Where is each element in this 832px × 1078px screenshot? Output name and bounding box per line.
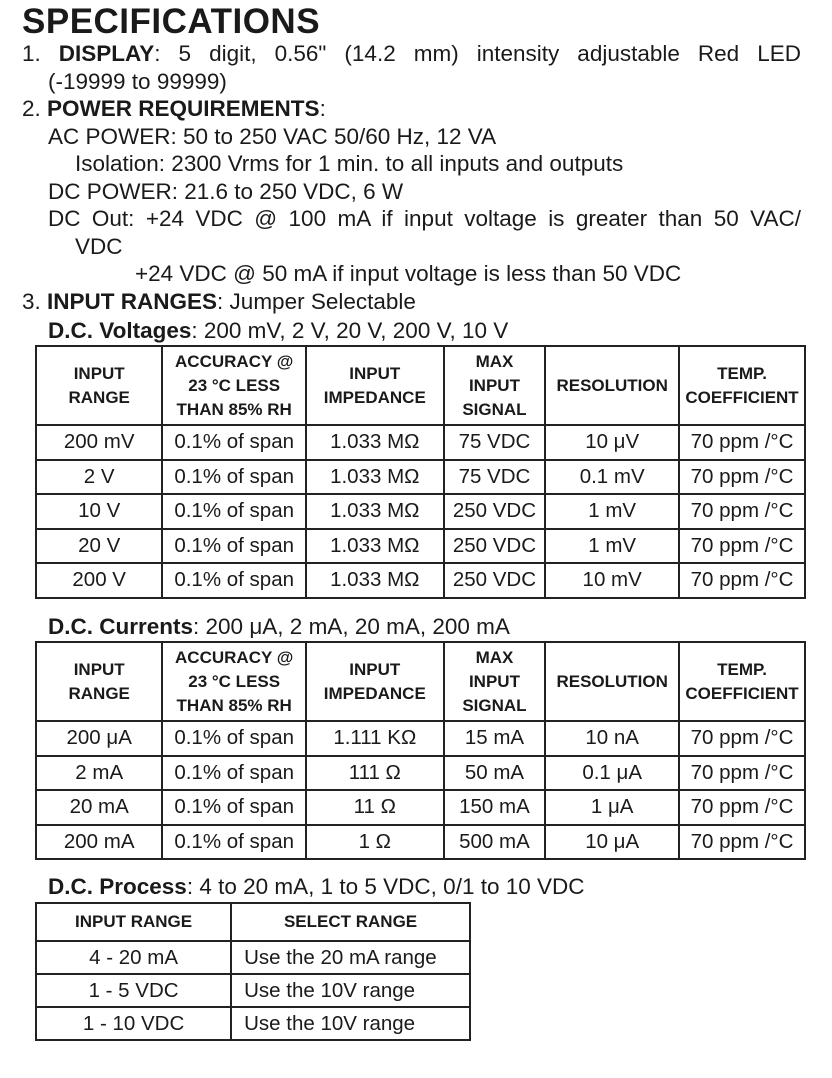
spec-text: : Jumper Selectable — [217, 289, 416, 314]
column-header-line: INPUT — [468, 671, 520, 691]
currents-list: : 200 μA, 2 mA, 20 mA, 200 mA — [193, 614, 510, 639]
table-row — [36, 460, 805, 495]
table-cell: 250 VDC — [444, 494, 546, 529]
table-cell: 70 ppm /°C — [679, 460, 805, 495]
table-cell: 111 Ω — [306, 756, 444, 791]
table-cell: 70 ppm /°C — [679, 790, 805, 825]
table-cell: Use the 20 mA range — [231, 941, 470, 974]
table-cell: 10 μV — [545, 425, 679, 460]
table-cell: 75 VDC — [444, 425, 546, 460]
column-header — [162, 346, 306, 425]
table-cell: 200 V — [36, 563, 162, 598]
table-cell: 200 μA — [36, 721, 162, 756]
table-cell: 20 V — [36, 529, 162, 564]
spec-text: : 5 digit, 0.56" (14.2 mm) intensity adjustable Red LED — [154, 41, 801, 66]
table-cell: 0.1 μA — [545, 756, 679, 791]
table-cell: 75 VDC — [444, 460, 546, 495]
table-cell: 15 mA — [444, 721, 546, 756]
currents-title: D.C. Currents — [48, 614, 194, 639]
table-cell: 70 ppm /°C — [679, 563, 805, 598]
spec-input-ranges — [22, 288, 416, 316]
table-cell: 0.1% of span — [162, 529, 306, 564]
column-header — [162, 642, 306, 721]
column-header-line: 23 °C LESS — [188, 375, 281, 395]
table-cell: 1.033 MΩ — [306, 460, 444, 495]
spec-heading: POWER REQUIREMENTS — [47, 96, 320, 121]
column-header — [545, 346, 679, 425]
spec-number: 1. — [22, 41, 41, 66]
column-header-line: THAN 85% RH — [176, 399, 292, 419]
table-row — [36, 425, 805, 460]
table-cell: 1.033 MΩ — [306, 529, 444, 564]
column-header-line: INPUT — [468, 375, 520, 395]
table-row — [36, 790, 805, 825]
column-header-line: RANGE — [68, 683, 130, 703]
table-header-row — [36, 642, 805, 721]
table-cell: 10 nA — [545, 721, 679, 756]
currents-table — [35, 641, 806, 860]
table-cell: Use the 10V range — [231, 1007, 470, 1040]
table-cell: 70 ppm /°C — [679, 825, 805, 860]
table-cell: 0.1% of span — [162, 563, 306, 598]
column-header-line: TEMP. — [717, 659, 767, 679]
table-cell: 0.1% of span — [162, 494, 306, 529]
table-cell: 20 mA — [36, 790, 162, 825]
table-cell: 2 V — [36, 460, 162, 495]
power-dc: DC POWER: 21.6 to 250 VDC, 6 W — [48, 179, 404, 204]
column-header — [679, 346, 805, 425]
power-dc-out: DC Out: +24 VDC @ 100 mA if input voltage is greater than 50 VAC/ — [48, 206, 801, 231]
table-cell: Use the 10V range — [231, 974, 470, 1007]
table-cell: 70 ppm /°C — [679, 721, 805, 756]
column-header-line: INPUT — [349, 363, 401, 383]
table-cell: 1 mV — [545, 494, 679, 529]
process-heading — [48, 873, 585, 901]
column-header-line: COEFFICIENT — [685, 387, 799, 407]
column-header-line: MAX — [475, 351, 514, 371]
table-cell: 70 ppm /°C — [679, 756, 805, 791]
voltages-list: : 200 mV, 2 V, 20 V, 200 V, 10 V — [191, 318, 509, 343]
column-header-line: IMPEDANCE — [323, 387, 426, 407]
table-row — [36, 563, 805, 598]
table-cell: 50 mA — [444, 756, 546, 791]
table-header-row — [36, 903, 470, 941]
table-cell: 1.111 KΩ — [306, 721, 444, 756]
column-header: INPUT RANGE — [36, 903, 231, 941]
column-header — [36, 642, 162, 721]
spec-heading: DISPLAY — [58, 41, 155, 66]
column-header-line: ACCURACY @ — [175, 647, 294, 667]
process-list: : 4 to 20 mA, 1 to 5 VDC, 0/1 to 10 VDC — [186, 874, 585, 899]
column-header — [545, 642, 679, 721]
table-cell: 0.1% of span — [162, 460, 306, 495]
table-cell: 10 μA — [545, 825, 679, 860]
voltages-title: D.C. Voltages — [48, 318, 192, 343]
column-header — [444, 346, 546, 425]
power-dc-out-continued: VDC — [75, 234, 123, 259]
power-dc-out-low: +24 VDC @ 50 mA if input voltage is less than 50 VDC — [135, 261, 682, 286]
table-cell: 70 ppm /°C — [679, 425, 805, 460]
table-cell: 1 mV — [545, 529, 679, 564]
table-header-row — [36, 346, 805, 425]
column-header-line: 23 °C LESS — [188, 671, 281, 691]
column-header-line: INPUT — [349, 659, 401, 679]
column-header-line: SIGNAL — [462, 399, 527, 419]
column-header-line: THAN 85% RH — [176, 695, 292, 715]
spec-power — [22, 95, 326, 123]
power-isolation: Isolation: 2300 Vrms for 1 min. to all inputs and outputs — [75, 151, 624, 176]
column-header — [306, 346, 444, 425]
table-cell: 70 ppm /°C — [679, 529, 805, 564]
table-row — [36, 756, 805, 791]
table-cell: 200 mA — [36, 825, 162, 860]
currents-heading — [48, 613, 510, 641]
column-header-line: SIGNAL — [462, 695, 527, 715]
column-header — [36, 346, 162, 425]
process-table — [35, 902, 471, 1041]
column-header: SELECT RANGE — [231, 903, 470, 941]
table-cell: 0.1% of span — [162, 721, 306, 756]
table-row — [36, 494, 805, 529]
table-cell: 150 mA — [444, 790, 546, 825]
table-cell: 10 mV — [545, 563, 679, 598]
column-header-line: INPUT — [73, 659, 125, 679]
column-header-line: INPUT — [73, 363, 125, 383]
table-cell: 2 mA — [36, 756, 162, 791]
voltages-table — [35, 345, 806, 599]
spec-heading: INPUT RANGES — [47, 289, 218, 314]
table-row — [36, 974, 470, 1007]
voltages-heading — [48, 317, 508, 345]
table-cell: 1 - 5 VDC — [36, 974, 231, 1007]
table-cell: 10 V — [36, 494, 162, 529]
column-header-line: IMPEDANCE — [323, 683, 426, 703]
column-header — [306, 642, 444, 721]
table-row — [36, 941, 470, 974]
spec-display — [22, 40, 801, 68]
table-row — [36, 825, 805, 860]
spec-colon: : — [319, 96, 326, 121]
column-header-line: TEMP. — [717, 363, 767, 383]
column-header — [444, 642, 546, 721]
table-cell: 0.1 mV — [545, 460, 679, 495]
spec-number: 3. — [22, 289, 41, 314]
table-cell: 1.033 MΩ — [306, 563, 444, 598]
table-cell: 70 ppm /°C — [679, 494, 805, 529]
table-cell: 4 - 20 mA — [36, 941, 231, 974]
table-cell: 0.1% of span — [162, 825, 306, 860]
table-cell: 0.1% of span — [162, 790, 306, 825]
spec-display-continued: (-19999 to 99999) — [48, 69, 227, 94]
table-cell: 0.1% of span — [162, 425, 306, 460]
table-row — [36, 721, 805, 756]
column-header-line: MAX — [475, 647, 514, 667]
column-header-line: COEFFICIENT — [685, 683, 799, 703]
table-cell: 1 Ω — [306, 825, 444, 860]
table-cell: 0.1% of span — [162, 756, 306, 791]
spec-number: 2. — [22, 96, 41, 121]
column-header-line: ACCURACY @ — [175, 351, 294, 371]
column-header-line: RANGE — [68, 387, 130, 407]
column-header — [679, 642, 805, 721]
table-cell: 1 μA — [545, 790, 679, 825]
table-cell: 1 - 10 VDC — [36, 1007, 231, 1040]
table-cell: 1.033 MΩ — [306, 425, 444, 460]
table-cell: 250 VDC — [444, 529, 546, 564]
table-cell: 250 VDC — [444, 563, 546, 598]
table-cell: 11 Ω — [306, 790, 444, 825]
table-row — [36, 529, 805, 564]
power-ac: AC POWER: 50 to 250 VAC 50/60 Hz, 12 VA — [48, 124, 497, 149]
column-header-line: RESOLUTION — [556, 375, 668, 395]
process-title: D.C. Process — [48, 874, 187, 899]
table-cell: 1.033 MΩ — [306, 494, 444, 529]
column-header-line: RESOLUTION — [556, 671, 668, 691]
table-row — [36, 1007, 470, 1040]
page-title: SPECIFICATIONS — [22, 2, 321, 41]
table-cell: 500 mA — [444, 825, 546, 860]
table-cell: 200 mV — [36, 425, 162, 460]
